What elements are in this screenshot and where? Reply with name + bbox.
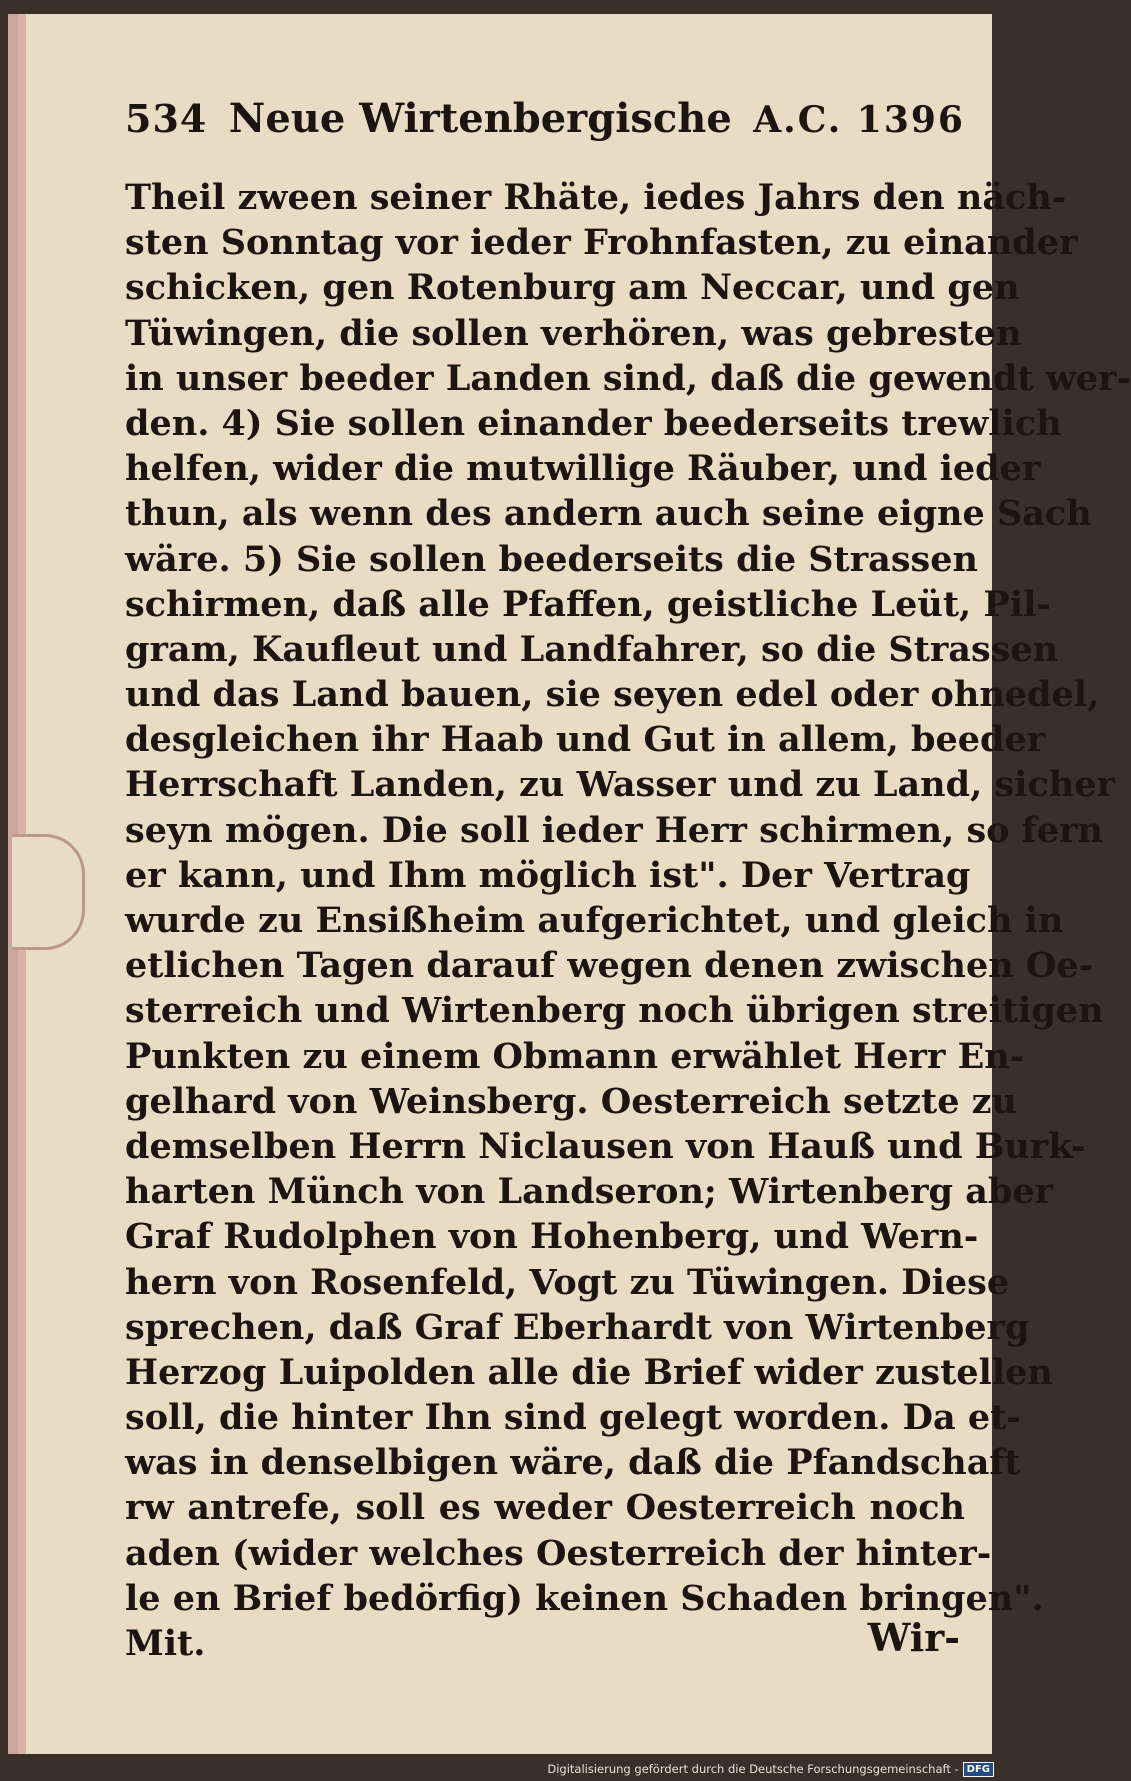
text-line: demselben Herrn Niclausen von Hauß und Burk-	[125, 1125, 1086, 1167]
page-header	[125, 95, 965, 155]
text-line: wurde zu Ensißheim aufgerichtet, und gleich in	[125, 900, 1064, 941]
page-number: 534	[125, 96, 208, 141]
text-line: schicken, gen Rotenburg am Neccar, und gen	[125, 267, 1020, 309]
text-line: den. 4) Sie sollen einander beederseits trewlich	[125, 402, 1062, 444]
text-line: in unser beeder Landen sind, daß die gewendt wer-	[125, 357, 1131, 399]
text-line: desgleichen ihr Haab und Gut in allem, beeder	[125, 719, 1046, 761]
text-line: Theil zween seiner Rhäte, iedes Jahrs den näch-	[125, 177, 1067, 218]
body-text	[125, 175, 1131, 1666]
running-title: Neue Wirtenbergische	[228, 95, 732, 142]
text-line: er kann, und Ihm möglich ist". Der Vertrag	[125, 854, 971, 896]
text-line: Herzog Luipolden alle die Brief wider zustellen	[125, 1351, 1053, 1393]
paper-tab-mark	[12, 834, 85, 950]
text-line: was in denselbigen wäre, daß die Pfandschaft	[125, 1442, 1021, 1484]
funding-credit: Digitalisierung gefördert durch die Deutsche Forschungsgemeinschaft -	[547, 1762, 959, 1776]
year-marker: A.C. 1396	[753, 99, 965, 141]
footer	[547, 1759, 994, 1779]
dfg-logo: DFG	[963, 1762, 994, 1777]
text-line: Tüwingen, die sollen verhören, was gebresten	[125, 312, 1022, 354]
text-line: gelhard von Weinsberg. Oesterreich setzte zu	[125, 1080, 1018, 1122]
catchword: Wir-	[867, 1615, 960, 1660]
text-line: und das Land bauen, sie seyen edel oder ohnedel,	[125, 674, 1100, 716]
text-line: etlichen Tagen darauf wegen denen zwischen Oe-	[125, 945, 1094, 987]
text-line: Graf Rudolphen von Hohenberg, und Wern-	[125, 1216, 979, 1258]
text-line: harten Münch von Landseron; Wirtenberg aber	[125, 1171, 1054, 1213]
text-line: aden (wider welches Oesterreich der hinter-	[125, 1532, 992, 1574]
text-line: thun, als wenn des andern auch seine eigne Sach	[125, 493, 1092, 535]
text-line: seyn mögen. Die soll ieder Herr schirmen, so fern	[125, 809, 1103, 851]
text-line: Herrschaft Landen, zu Wasser und zu Land, sicher	[125, 764, 1115, 806]
text-line: helfen, wider die mutwillige Räuber, und ieder	[125, 448, 1041, 490]
text-line: soll, die hinter Ihn sind gelegt worden. Da et-	[125, 1397, 1021, 1439]
text-line: Mit.	[125, 1623, 206, 1664]
text-line: sprechen, daß Graf Eberhardt von Wirtenberg	[125, 1306, 1030, 1348]
text-line: schirmen, daß alle Pfaffen, geistliche Leüt, Pil-	[125, 583, 1051, 625]
text-line: gram, Kaufleut und Landfahrer, so die Strassen	[125, 628, 1059, 670]
text-line: Punkten zu einem Obmann erwählet Herr En-	[125, 1035, 1025, 1077]
text-line: wäre. 5) Sie sollen beederseits die Strassen	[125, 538, 978, 580]
text-line: le en Brief bedörfig) keinen Schaden bringen".	[125, 1577, 1044, 1619]
text-line: sten Sonntag vor ieder Frohnfasten, zu einander	[125, 222, 1078, 264]
text-line: rw antrefe, soll es weder Oesterreich noch	[125, 1487, 965, 1529]
text-line: hern von Rosenfeld, Vogt zu Tüwingen. Diese	[125, 1261, 1010, 1303]
text-line: sterreich und Wirtenberg noch übrigen streitigen	[125, 990, 1104, 1032]
